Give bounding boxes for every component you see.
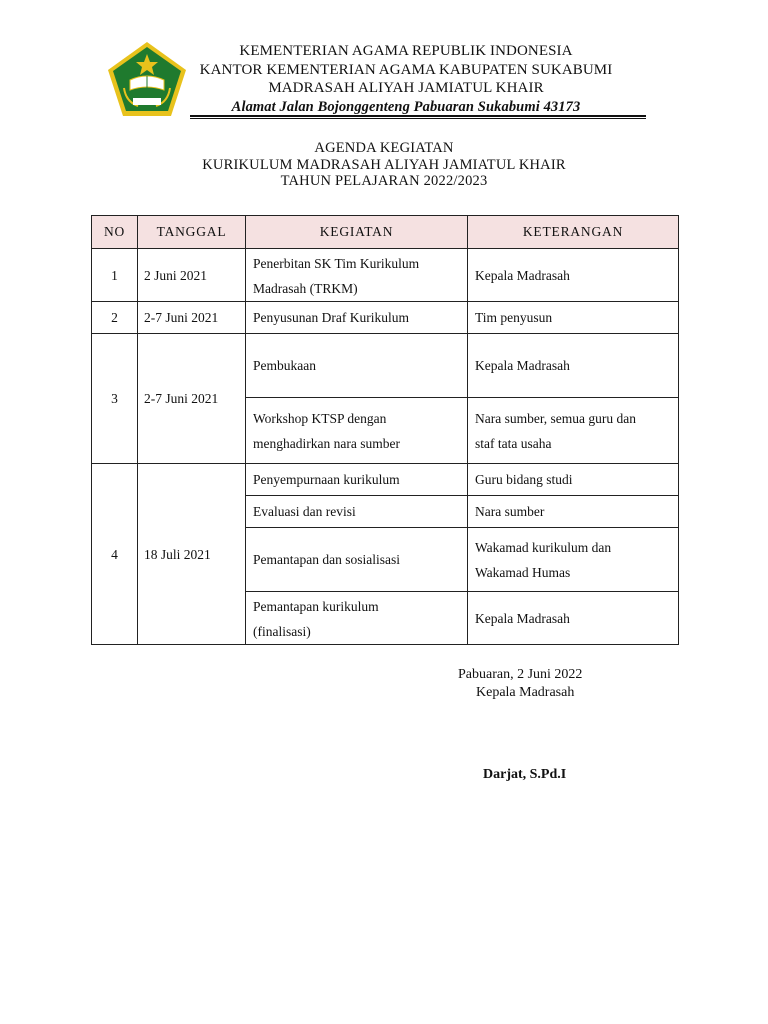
row-kegiatan	[246, 398, 468, 464]
row-tanggal: 2 Juni 2021	[138, 249, 246, 302]
letterhead	[196, 42, 616, 116]
row-keterangan	[468, 592, 679, 645]
row-no: 2	[92, 302, 138, 334]
row-kegiatan	[246, 334, 468, 398]
signature-block	[430, 666, 630, 782]
keterangan-line: Nara sumber	[475, 504, 545, 519]
document-title	[90, 140, 678, 190]
signature-place-date: Pabuaran, 2 Juni 2022	[458, 667, 583, 682]
table-row	[92, 334, 679, 398]
kegiatan-line: Penerbitan SK Tim Kurikulum	[253, 256, 420, 271]
row-tanggal: 2-7 Juni 2021	[138, 334, 246, 464]
kegiatan-line: Madrasah (TRKM)	[253, 281, 358, 296]
row-no: 3	[92, 334, 138, 464]
row-no: 1	[92, 249, 138, 302]
ministry-logo	[106, 40, 188, 118]
letterhead-line2: KANTOR KEMENTERIAN AGAMA KABUPATEN SUKABUMI	[199, 61, 613, 78]
keterangan-line: Wakamad kurikulum dan	[475, 539, 612, 555]
kegiatan-line: Penyempurnaan kurikulum	[253, 472, 400, 487]
table-row	[92, 249, 679, 302]
keterangan-line: Kepala Madrasah	[475, 267, 570, 283]
row-no: 4	[92, 464, 138, 645]
row-keterangan	[468, 302, 679, 334]
row-tanggal: 2-7 Juni 2021	[138, 302, 246, 334]
keterangan-line: Tim penyusun	[475, 310, 553, 325]
signature-name: Darjat, S.Pd.I	[483, 767, 567, 782]
row-keterangan	[468, 398, 679, 464]
keterangan-line: Nara sumber, semua guru dan	[475, 410, 637, 426]
row-keterangan	[468, 249, 679, 302]
kegiatan-line: (finalisasi)	[253, 624, 311, 639]
letterhead-rule-thin	[190, 118, 646, 119]
kegiatan-line: Pembukaan	[253, 358, 316, 373]
row-keterangan	[468, 496, 679, 528]
table-header-row	[92, 216, 679, 249]
letterhead-address: Alamat Jalan Bojonggenteng Pabuaran Sukabumi 43173	[231, 98, 581, 115]
keterangan-line: Kepala Madrasah	[475, 358, 570, 373]
keterangan-line: staf tata usaha	[475, 435, 552, 451]
row-keterangan	[468, 528, 679, 592]
keterangan-line: Wakamad Humas	[475, 564, 571, 580]
signature-role: Kepala Madrasah	[476, 685, 575, 700]
row-tanggal: 18 Juli 2021	[138, 464, 246, 645]
table-row	[92, 464, 679, 496]
kegiatan-line: Penyusunan Draf Kurikulum	[253, 310, 409, 325]
kegiatan-line: Pemantapan dan sosialisasi	[253, 552, 400, 567]
header-keterangan: KETERANGAN	[468, 216, 679, 249]
letterhead-line3: MADRASAH ALIYAH JAMIATUL KHAIR	[268, 80, 544, 96]
title-line3: TAHUN PELAJARAN 2022/2023	[280, 173, 488, 189]
row-kegiatan	[246, 528, 468, 592]
table-row	[92, 302, 679, 334]
keterangan-line: Guru bidang studi	[475, 472, 573, 487]
row-keterangan	[468, 334, 679, 398]
row-kegiatan	[246, 302, 468, 334]
header-kegiatan: KEGIATAN	[246, 216, 468, 249]
row-kegiatan	[246, 496, 468, 528]
header-tanggal: TANGGAL	[138, 216, 246, 249]
row-kegiatan	[246, 464, 468, 496]
keterangan-line: Kepala Madrasah	[475, 610, 570, 626]
kegiatan-line: Pemantapan kurikulum	[253, 599, 379, 614]
letterhead-line1: KEMENTERIAN AGAMA REPUBLIK INDONESIA	[239, 43, 573, 59]
agenda-table	[91, 215, 679, 645]
row-kegiatan	[246, 249, 468, 302]
row-kegiatan	[246, 592, 468, 645]
title-line2: KURIKULUM MADRASAH ALIYAH JAMIATUL KHAIR	[202, 156, 566, 173]
title-line1: AGENDA KEGIATAN	[314, 140, 454, 156]
letterhead-rule-thick	[190, 115, 646, 117]
header-no: NO	[92, 216, 138, 249]
row-keterangan	[468, 464, 679, 496]
kegiatan-line: Evaluasi dan revisi	[253, 504, 356, 519]
kegiatan-line: menghadirkan nara sumber	[253, 435, 400, 451]
kegiatan-line: Workshop KTSP dengan	[253, 410, 387, 426]
